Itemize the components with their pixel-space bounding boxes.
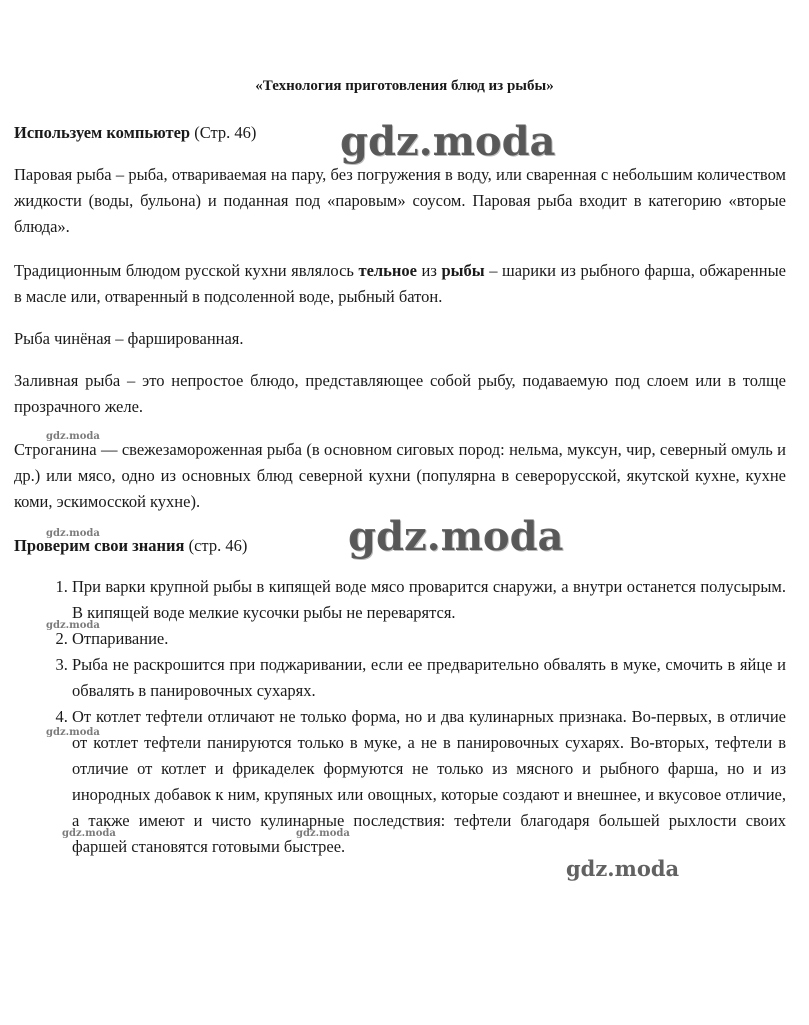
text-run: Традиционным блюдом русской кухни являлось xyxy=(14,261,359,280)
watermark: gdz.moda xyxy=(62,828,116,839)
paragraph-aspic-fish: Заливная рыба – это непростое блюдо, представляющее собой рыбу, подаваемую под слоем или в толще прозрачного желе. xyxy=(14,371,786,416)
watermark: gdz.moda xyxy=(46,528,100,539)
paragraph-steamed-fish: Паровая рыба – рыба, отвариваемая на пару, без погружения в воду, или сваренная с небольшим количеством жидкости (воды, бульона) и поданная под «паровым» соусом. Паровая рыба входит в категорию «вторые блюда». xyxy=(14,165,786,236)
watermark: gdz.moda xyxy=(340,118,556,165)
paragraph-stuffed-fish: Рыба чинёная – фаршированная. xyxy=(14,329,244,348)
watermark: gdz.moda xyxy=(348,513,564,560)
watermark: gdz.moda xyxy=(46,431,100,442)
paragraph-telnoe xyxy=(14,258,786,310)
section-heading: Проверим свои знания xyxy=(14,536,185,555)
bold-term: рыбы xyxy=(441,261,485,280)
watermark: gdz.moda xyxy=(566,856,680,881)
watermark: gdz.moda xyxy=(296,828,350,839)
answer-item: 1. При варки крупной рыбы в кипящей воде мясо проварится снаружи, а внутри останется полусырым. В кипящей воде мелкие кусочки рыбы не переварятся. xyxy=(72,574,786,626)
section-heading: Используем компьютер xyxy=(14,123,191,142)
answers-list xyxy=(14,574,786,860)
answer-item: 4. От котлет тефтели отличают не только форма, но и два кулинарных признака. Во-первых, в отличие от котлет тефтели панируются только в муке, а не в панировочных сухарях. Во-вторых, тефтели в отличие от котлет и фрикаделек формуются не только из мясного и рыбного фарша, но и из инородных добавок к ним, крупяных или овощных, которые создают и внешнее, и вкусовое отличие, а также имеют и чисто кулинарные последствия: тефтели благодаря большей рыхлости своих фаршей становятся готовыми быстрее. xyxy=(72,704,786,860)
paragraph-stroganina: Строганина — свежезамороженная рыба (в основном сиговых пород: нельма, муксун, чир, северный омуль и др.) или мясо, одно из основных блюд северной кухни (популярна в северорусской, якутской кухне, кухне коми, эскимосской кухне). xyxy=(14,440,786,511)
section-page-ref: (стр. 46) xyxy=(188,536,248,555)
answer-item: 3. Рыба не раскрошится при поджаривании, если ее предварительно обвалять в муке, смочить в яйце и обвалять в панировочных сухарях. xyxy=(72,652,786,704)
bold-term: тельное xyxy=(358,261,417,280)
watermark: gdz.moda xyxy=(46,727,100,738)
answer-item: 2. Отпаривание. xyxy=(72,626,786,652)
text-run: из xyxy=(416,261,442,280)
watermark: gdz.moda xyxy=(46,620,100,631)
section-page-ref: (Стр. 46) xyxy=(194,123,257,142)
text-run: – шарики из рыбного фарша, обжаренные в масле или, отваренный в подсоленной воде, рыбный батон. xyxy=(14,261,786,306)
document-title: «Технология приготовления блюд из рыбы» xyxy=(255,78,554,94)
